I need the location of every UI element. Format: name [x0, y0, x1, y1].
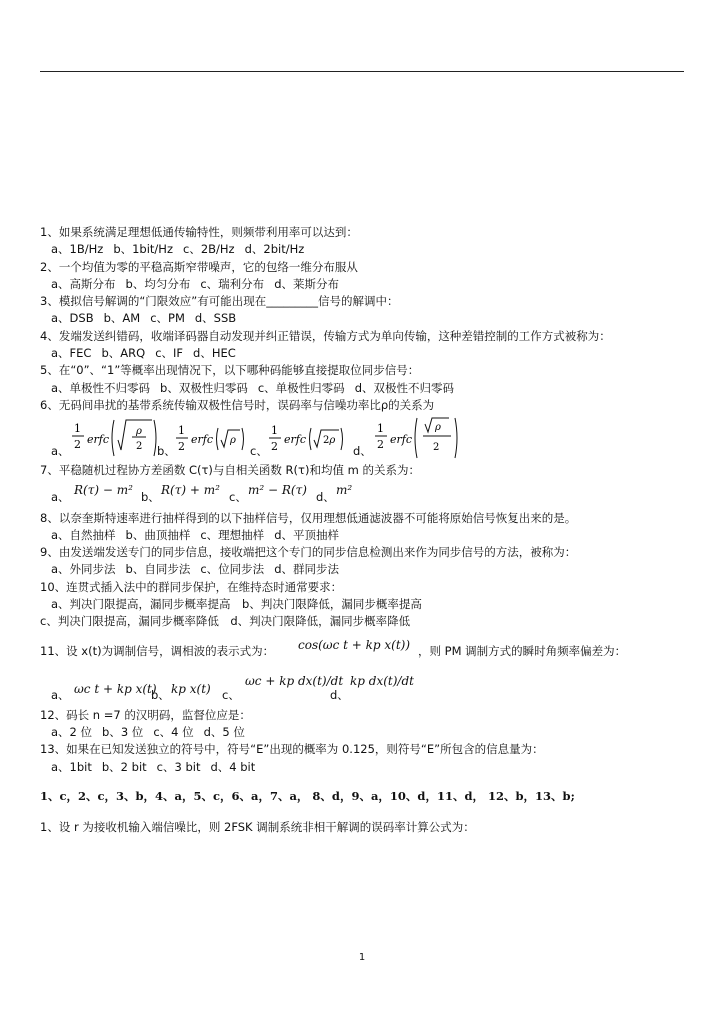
option: a、2 位 — [51, 724, 93, 739]
section-2-question-1: 1、设 r 为接收机输入端信噪比，则 2FSK 调制系统非相干解调的误码率计算公式为： — [40, 820, 475, 835]
formula-7d: m² — [336, 482, 353, 497]
svg-text:2: 2 — [377, 438, 384, 452]
formula-7b: R(τ) + m² — [161, 482, 220, 497]
option: c、4 位 — [153, 724, 194, 739]
option: c、3 bit — [156, 759, 201, 774]
svg-text:2ρ: 2ρ — [323, 435, 336, 447]
svg-text:2: 2 — [178, 440, 185, 454]
option-label: c、 — [229, 490, 247, 505]
option: c、IF — [155, 346, 184, 361]
option-label: d、 — [316, 490, 335, 505]
svg-text:2: 2 — [136, 441, 143, 453]
option: d、2bit/Hz — [244, 242, 305, 257]
option: b、ARQ — [101, 346, 146, 361]
question-10-options-line-1: a、判决门限提高，漏同步概率提高 b、判决门限降低，漏同步概率提高 — [51, 597, 422, 612]
question-2: 2、一个均值为零的平稳高斯窄带噪声，它的包络一维分布服从 — [40, 259, 358, 274]
question-6-options — [40, 414, 690, 462]
question-11-stem-tail: ，则 PM 调制方式的瞬时角频率偏差为： — [418, 643, 627, 658]
option: a、1bit — [51, 759, 92, 774]
question-2-options — [40, 276, 690, 293]
question-8-options — [40, 527, 690, 544]
question-1-options — [40, 241, 690, 258]
option: a、FEC — [51, 346, 92, 361]
formula-7a: R(τ) − m² — [74, 482, 133, 497]
answer-key: 1、c，2、c，3、b，4、a，5、c，6、a，7、a， 8、d，9、a，10、d，11、d， 12、b，13、b; — [40, 788, 575, 803]
formula-6a — [70, 414, 160, 462]
option: a、外同步法 — [51, 562, 116, 577]
option: d、平顶抽样 — [274, 527, 339, 542]
svg-text:2: 2 — [271, 440, 278, 454]
svg-text:2: 2 — [433, 442, 440, 454]
question-9: 9、由发送端发送专门的同步信息，接收端把这个专门的同步信息检测出来作为同步信号的方法，被称为： — [40, 545, 577, 560]
svg-text:1: 1 — [74, 422, 81, 436]
svg-text:erfc: erfc — [87, 433, 109, 447]
svg-text:erfc: erfc — [390, 433, 412, 447]
option: c、2B/Hz — [183, 242, 235, 257]
option: c、单极性归零码 — [257, 380, 345, 395]
option: d、SSB — [194, 311, 237, 326]
option-label: a、 — [51, 688, 70, 703]
question-5-options — [40, 380, 690, 397]
question-1: 1、如果系统满足理想低通传输特性，则频带利用率可以达到： — [40, 225, 358, 239]
question-12-options — [40, 724, 690, 741]
option: b、1bit/Hz — [113, 242, 173, 257]
question-10-options-line-2: c、判决门限提高，漏同步概率降低 d、判决门限降低，漏同步概率降低 — [40, 614, 411, 629]
option: d、双极性不归零码 — [354, 380, 454, 395]
question-13-options — [40, 759, 690, 776]
option: c、PM — [150, 311, 185, 326]
question-3: 3、模拟信号解调的“门限效应”有可能出现在_________信号的解调中： — [40, 294, 399, 309]
option: a、DSB — [51, 311, 94, 326]
svg-text:ρ: ρ — [230, 435, 236, 447]
svg-text:1: 1 — [271, 424, 278, 438]
option-label: d、 — [330, 688, 349, 703]
question-12: 12、码长 n =7 的汉明码，监督位应是： — [40, 707, 251, 722]
svg-text:1: 1 — [377, 422, 384, 436]
option: a、高斯分布 — [51, 276, 116, 291]
page-number: 1 — [358, 952, 366, 963]
option-label: b、 — [141, 490, 160, 505]
option: d、HEC — [193, 346, 236, 361]
question-11 — [40, 637, 690, 663]
option-label: c、 — [222, 688, 240, 703]
formula-6d — [373, 414, 473, 462]
formula-11-stem: cos(ωc t + kp x(t)) — [298, 637, 411, 652]
svg-text:2: 2 — [74, 438, 81, 452]
formula-11c: ωc + kp dx(t)/dt — [245, 673, 344, 688]
option: b、曲顶抽样 — [125, 527, 191, 542]
option-label: b、 — [157, 443, 176, 458]
option-label: d、 — [353, 443, 372, 458]
formula-11d: kp dx(t)/dt — [350, 673, 414, 688]
svg-text:ρ: ρ — [435, 422, 441, 434]
formula-11a: ωc t + kp x(t) — [74, 681, 157, 696]
question-9-options — [40, 561, 690, 578]
option: d、群同步法 — [274, 562, 339, 577]
option-label: a、 — [51, 490, 70, 505]
question-7-options — [40, 480, 690, 510]
question-4-options — [40, 345, 690, 362]
question-list — [40, 224, 690, 836]
option: b、双极性归零码 — [160, 380, 248, 395]
question-10: 10、连贯式插入法中的群同步保护，在维持态时通常要求： — [40, 579, 343, 594]
question-8: 8、以奈奎斯特速率进行抽样得到的以下抽样信号，仅用理想低通滤波器不可能将原始信号恢复出来的是。 — [40, 510, 577, 525]
svg-text:1: 1 — [178, 424, 185, 438]
question-13: 13、如果在已知发送独立的符号中，符号“E”出现的概率为 0.125，则符号“E”所包含的信息量为： — [40, 742, 544, 757]
formula-7c: m² − R(τ) — [248, 482, 307, 497]
option: b、AM — [103, 311, 141, 326]
option: b、自同步法 — [125, 562, 191, 577]
svg-text:erfc: erfc — [284, 433, 306, 447]
option: a、1B/Hz — [51, 242, 104, 257]
option: d、莱斯分布 — [274, 276, 339, 291]
question-7: 7、平稳随机过程协方差函数 C(τ)与自相关函数 R(τ)和均值 m 的关系为： — [40, 463, 420, 478]
svg-text:ρ: ρ — [136, 426, 142, 438]
question-11-options — [40, 663, 690, 707]
header-rule — [40, 71, 684, 72]
option: b、2 bit — [101, 759, 147, 774]
option: c、瑞利分布 — [200, 276, 265, 291]
formula-11b: kp x(t) — [171, 681, 211, 696]
svg-text:erfc: erfc — [191, 433, 213, 447]
question-3-options — [40, 310, 690, 327]
option: d、5 位 — [203, 724, 245, 739]
option: b、3 位 — [102, 724, 144, 739]
option-label: b、 — [151, 688, 170, 703]
option: a、自然抽样 — [51, 527, 116, 542]
option: a、单极性不归零码 — [51, 380, 151, 395]
option: d、4 bit — [210, 759, 256, 774]
question-6: 6、无码间串扰的基带系统传输双极性信号时，误码率与信噪功率比ρ的关系为 — [40, 397, 435, 412]
option: c、理想抽样 — [200, 527, 265, 542]
option-label: c、 — [250, 443, 268, 458]
option: b、均匀分布 — [125, 276, 191, 291]
question-4: 4、发端发送纠错码，收端译码器自动发现并纠正错误，传输方式为单向传输，这种差错控制的工作方式被称为： — [40, 328, 611, 343]
option-label: a、 — [51, 443, 70, 458]
option: c、位同步法 — [200, 562, 265, 577]
formula-6c — [267, 414, 363, 462]
question-5: 5、在“0”、“1”等概率出现情况下，以下哪种码能够直接提取位同步信号： — [40, 363, 420, 378]
question-11-stem: 11、设 x(t)为调制信号，调相波的表示式为： — [40, 643, 275, 658]
